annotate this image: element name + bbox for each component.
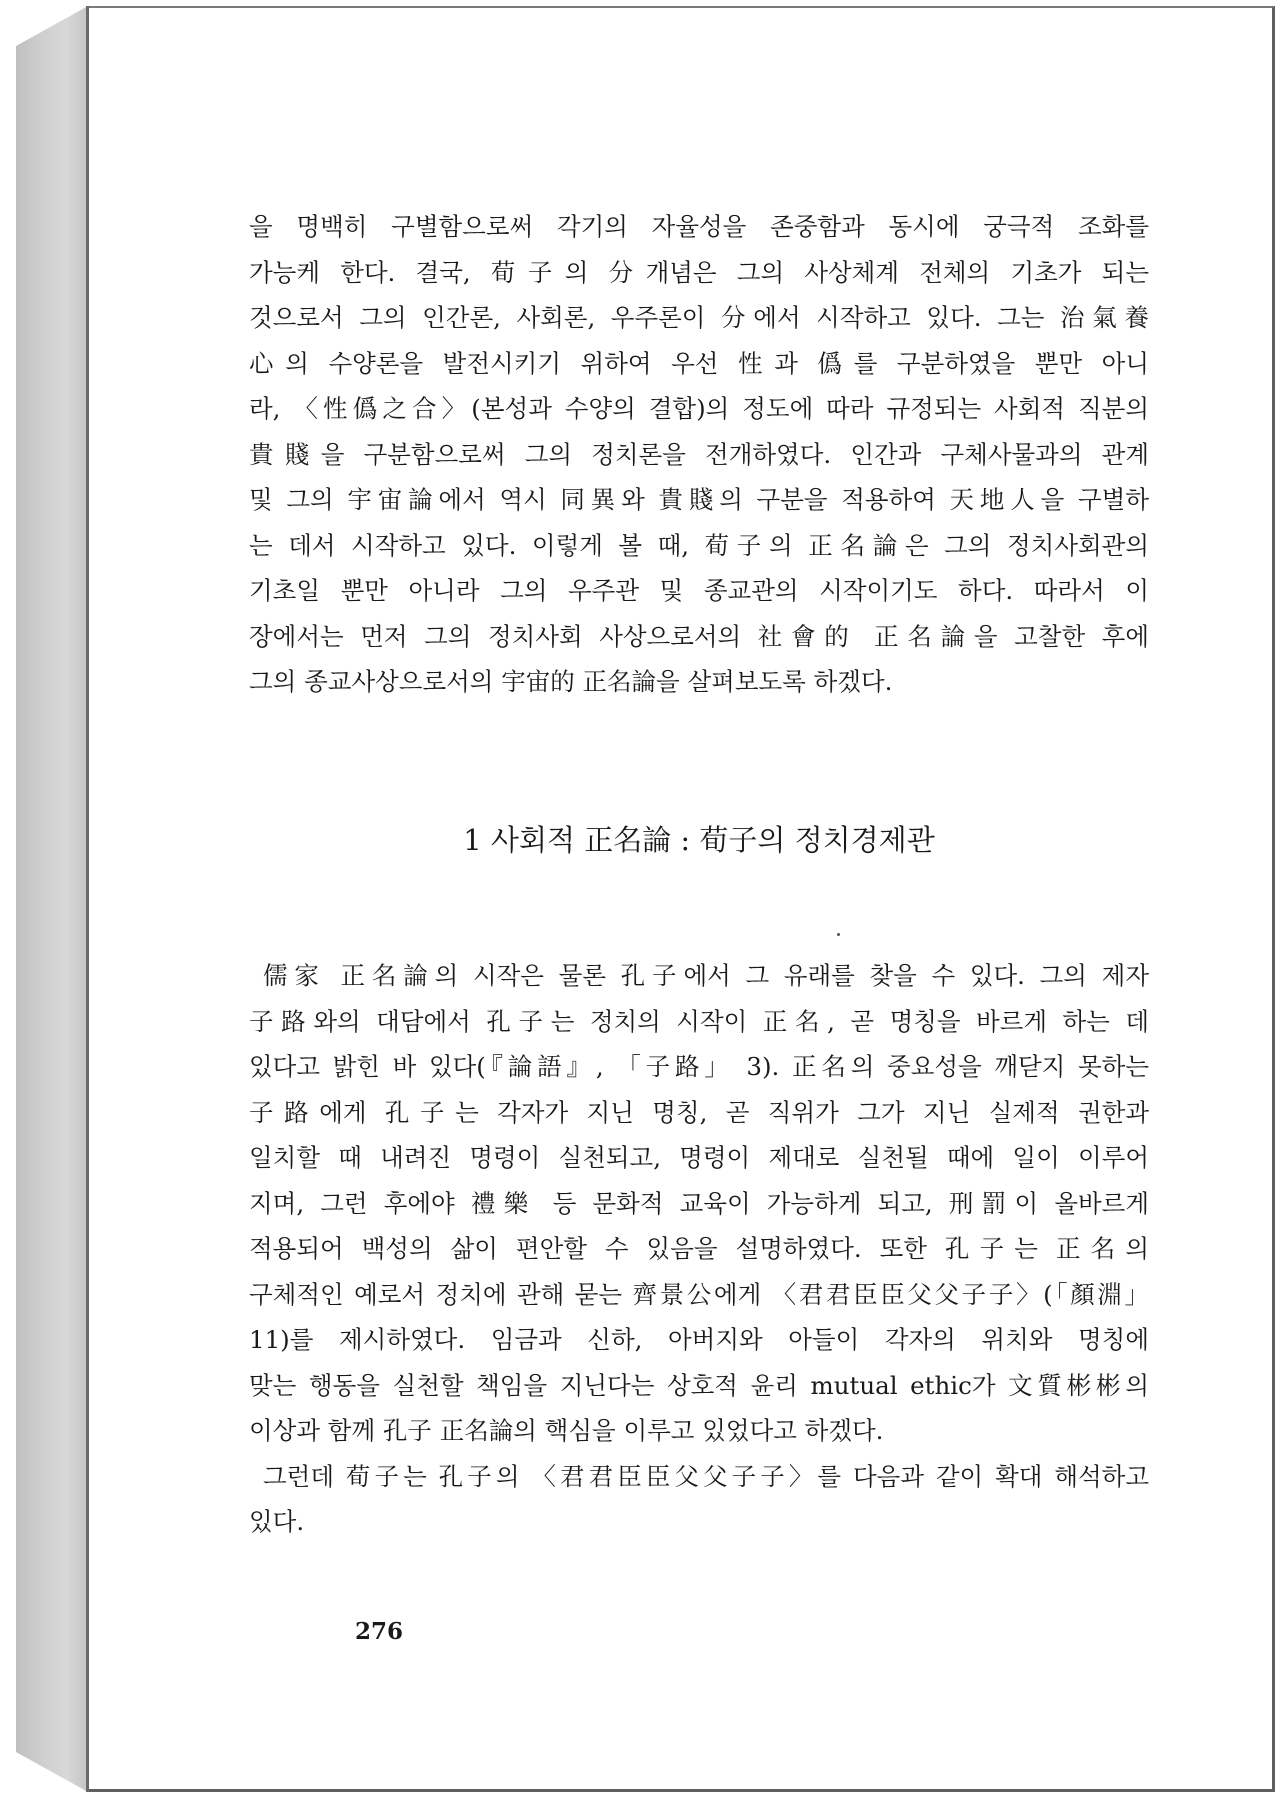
text-line: 그런데 荀子는 孔子의 〈君君臣臣父父子子〉를 다음과 같이 확대 해석하고 xyxy=(263,1461,1149,1491)
text-line: 儒家 正名論의 시작은 물론 孔子에서 그 유래를 찾을 수 있다. 그의 제자 xyxy=(263,961,1149,990)
text-line: 장에서는 먼저 그의 정치사회 사상으로서의 社會的 正名論을 고찰한 후에 xyxy=(249,621,1149,651)
book-spine xyxy=(16,6,88,1792)
text-line: 心의 수양론을 발전시키기 위하여 우선 性과 僞를 구분하였을 뿐만 아니 xyxy=(249,348,1149,378)
text-line: 그의 종교사상으로서의 宇宙的 正名論을 살펴보도록 하겠다. xyxy=(249,667,893,696)
intro-paragraph xyxy=(249,204,1149,705)
text-line: 있다. xyxy=(249,1507,305,1536)
text-line: 일치할 때 내려진 명령이 실천되고, 명령이 제대로 실천될 때에 일이 이루어 xyxy=(249,1143,1149,1172)
text-line: 는 데서 시작하고 있다. 이렇게 볼 때, 荀子의 正名論은 그의 정치사회관의 xyxy=(249,530,1149,560)
body-paragraphs xyxy=(249,953,1149,1545)
text-line: 11)를 제시하였다. 임금과 신하, 아버지와 아들이 각자의 위치와 명칭에 xyxy=(249,1325,1149,1354)
text-line: 을 명백히 구별함으로써 각기의 자율성을 존중함과 동시에 궁극적 조화를 xyxy=(249,212,1149,241)
text-line: 子路에게 孔子는 각자가 지닌 명칭, 곧 직위가 그가 지닌 실제적 권한과 xyxy=(249,1097,1149,1127)
text-line: 맞는 행동을 실천할 책임을 지닌다는 상호적 윤리 mutual ethic가 文質彬彬의 xyxy=(249,1370,1149,1400)
text-line: 및 그의 宇宙論에서 역시 同異와 貴賤의 구분을 적용하여 天地人을 구별하 xyxy=(249,485,1149,514)
text-line: 기초일 뿐만 아니라 그의 우주관 및 종교관의 시작이기도 하다. 따라서 이 xyxy=(249,576,1149,605)
print-speck xyxy=(837,933,840,936)
text-line: 지며, 그런 후에야 禮樂 등 문화적 교육이 가능하게 되고, 刑罰이 올바르게 xyxy=(249,1188,1149,1218)
text-line: 구체적인 예로서 정치에 관해 묻는 齊景公에게 〈君君臣臣父父子子〉(「顏淵」 xyxy=(249,1279,1149,1309)
text-line: 라, 〈性僞之合〉(본성과 수양의 결합)의 정도에 따라 규정되는 사회적 직분의 xyxy=(249,394,1149,423)
text-line: 것으로서 그의 인간론, 사회론, 우주론이 分에서 시작하고 있다. 그는 治氣養 xyxy=(249,303,1149,332)
text-line: 貴賤을 구분함으로써 그의 정치론을 전개하였다. 인간과 구체사물과의 관계 xyxy=(249,439,1149,469)
text-line: 이상과 함께 孔子 正名論의 핵심을 이루고 있었다고 하겠다. xyxy=(249,1416,884,1445)
section-heading: 1 사회적 正名論 : 荀子의 정치경제관 xyxy=(463,823,935,857)
text-line: 적용되어 백성의 삶이 편안할 수 있음을 설명하였다. 또한 孔子는 正名의 xyxy=(249,1234,1149,1263)
text-line: 있다고 밝힌 바 있다(『論語』, 「子路」 3). 正名의 중요성을 깨닫지 못하는 xyxy=(249,1052,1149,1081)
text-line: 가능케 한다. 결국, 荀子의 分개념은 그의 사상체계 전체의 기초가 되는 xyxy=(249,257,1149,287)
book-page xyxy=(89,6,1275,1792)
page-number: 276 xyxy=(355,1618,404,1645)
text-line: 子路와의 대담에서 孔子는 정치의 시작이 正名, 곧 명칭을 바르게 하는 데 xyxy=(249,1006,1149,1036)
